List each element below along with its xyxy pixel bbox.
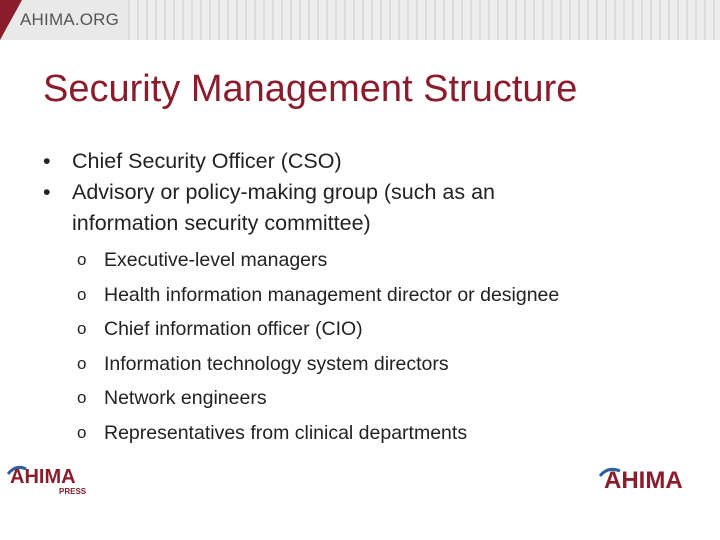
circle-bullet-icon: o	[77, 353, 87, 373]
bullet-dot-icon: •	[43, 149, 51, 173]
sub-bullet-item	[43, 243, 683, 278]
sub-bullet-item	[43, 347, 683, 382]
bullet-item	[43, 146, 683, 177]
circle-bullet-icon: o	[77, 388, 87, 408]
circle-bullet-icon: o	[77, 422, 87, 442]
sub-bullet-item	[43, 312, 683, 347]
sub-bullet-item	[43, 416, 683, 451]
bullet-dot-icon: •	[43, 180, 51, 204]
ahima-logo	[598, 462, 708, 494]
banner-corner-accent	[0, 0, 22, 40]
logo-left-word: AHIMA	[10, 466, 76, 488]
slide-title: Security Management Structure	[43, 68, 578, 110]
sub-bullet-text: Representatives from clinical departments	[104, 421, 468, 444]
top-banner	[0, 0, 720, 40]
bullet-item	[43, 177, 683, 239]
sub-bullet-item	[43, 278, 683, 313]
logo-left-subword: PRESS	[59, 487, 87, 496]
logo-right-word: AHIMA	[604, 467, 683, 494]
circle-bullet-icon: o	[77, 319, 87, 339]
sub-bullet-text: Executive-level managers	[104, 249, 328, 271]
bullet-list	[43, 146, 683, 451]
sub-bullet-text: Network engineers	[104, 387, 267, 410]
circle-bullet-icon: o	[77, 250, 87, 269]
sub-bullet-list	[43, 243, 683, 451]
ahima-press-logo	[6, 460, 96, 496]
sub-bullet-text: Health information management director or designee	[104, 283, 560, 306]
sub-bullet-text: Chief information officer (CIO)	[104, 318, 363, 341]
sub-bullet-item	[43, 381, 683, 416]
bullet-text: Chief Security Officer (CSO)	[72, 149, 342, 173]
circle-bullet-icon: o	[77, 284, 87, 304]
site-url: AHIMA.ORG	[20, 10, 120, 29]
sub-bullet-text: Information technology system directors	[104, 352, 449, 375]
banner-stripes	[128, 0, 720, 40]
bullet-text-continued: information security committee)	[72, 211, 371, 235]
bullet-text: Advisory or policy-making group (such as an	[72, 180, 496, 204]
